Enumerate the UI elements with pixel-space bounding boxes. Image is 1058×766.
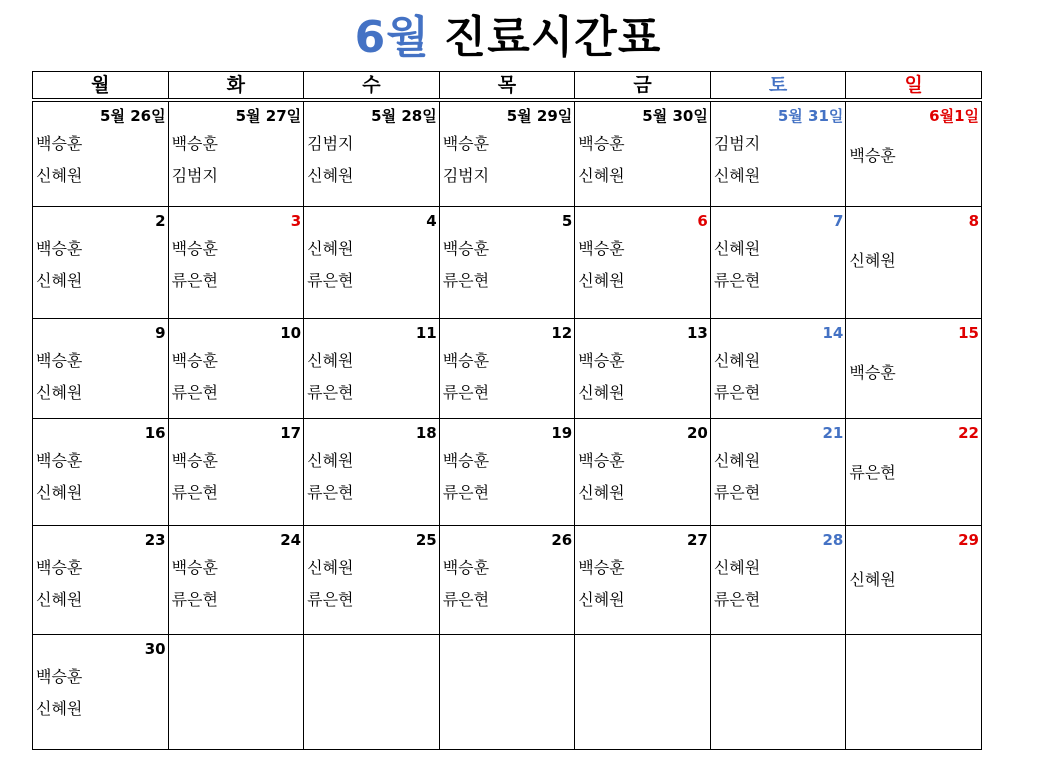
doctor-name: 신혜원 (36, 590, 83, 609)
doctor-name: 백승훈 (171, 558, 218, 577)
doctor-name: 신혜원 (578, 590, 625, 609)
doctor-name: 신혜원 (849, 570, 896, 589)
day-cell (168, 100, 304, 207)
weekday-thu: 목 (439, 72, 575, 101)
day-date: 28 (822, 531, 844, 549)
doctor-name: 백승훈 (578, 451, 625, 470)
doctor-name: 신혜원 (578, 483, 625, 502)
weekday-mon: 월 (33, 72, 169, 101)
day-date: 17 (280, 424, 302, 442)
day-date: 27 (686, 531, 708, 549)
day-cell (304, 319, 440, 419)
doctor-name: 백승훈 (442, 351, 490, 370)
doctor-name: 류은현 (442, 383, 490, 402)
day-cell (710, 100, 846, 207)
day-cell (575, 526, 711, 635)
doctor-name: 김범지 (713, 134, 761, 153)
doctor-name: 류은현 (849, 463, 896, 482)
day-cell (168, 635, 304, 750)
day-date: 5월 30일 (642, 107, 708, 125)
day-date: 13 (686, 324, 708, 342)
day-cell (575, 207, 711, 319)
day-cell (33, 419, 169, 526)
doctor-name: 백승훈 (578, 239, 625, 258)
day-cell (33, 319, 169, 419)
day-cell (304, 100, 440, 207)
doctor-name: 신혜원 (578, 166, 625, 185)
doctor-name: 신혜원 (307, 351, 354, 370)
day-cell (439, 207, 575, 319)
day-date: 18 (415, 424, 437, 442)
doctor-name: 류은현 (307, 271, 354, 290)
day-date: 25 (415, 531, 437, 549)
doctor-name: 신혜원 (849, 251, 896, 270)
doctor-name: 백승훈 (36, 134, 83, 153)
day-cell (575, 319, 711, 419)
doctor-name: 백승훈 (171, 239, 218, 258)
doctor-name: 류은현 (171, 590, 218, 609)
weekday-tue: 화 (168, 72, 304, 101)
weekday-sat: 토 (710, 72, 846, 101)
doctor-name: 류은현 (171, 383, 218, 402)
doctor-name: 류은현 (713, 383, 761, 402)
day-cell (846, 526, 982, 635)
doctor-name: 류은현 (442, 590, 490, 609)
day-date: 5월 31일 (777, 107, 844, 125)
doctor-name: 신혜원 (36, 383, 83, 402)
doctor-name: 백승훈 (578, 558, 625, 577)
doctor-name: 김범지 (307, 134, 354, 153)
page-title (0, 8, 1016, 68)
day-date (440, 635, 575, 659)
day-date: 4 (426, 212, 437, 230)
week-row (33, 100, 982, 207)
doctor-name: 백승훈 (36, 451, 83, 470)
doctor-name: 백승훈 (442, 558, 490, 577)
day-cell (710, 419, 846, 526)
week-row (33, 207, 982, 319)
doctor-name: 김범지 (442, 166, 490, 185)
week-row (33, 526, 982, 635)
day-cell (33, 635, 169, 750)
doctor-name: 신혜원 (36, 483, 83, 502)
doctor-name: 신혜원 (36, 699, 83, 718)
day-cell (304, 526, 440, 635)
weekday-wed: 수 (304, 72, 440, 101)
day-date: 5월 29일 (506, 107, 573, 125)
day-cell (304, 635, 440, 750)
doctor-name: 김범지 (171, 166, 218, 185)
doctor-name: 백승훈 (36, 667, 83, 686)
day-date: 9 (155, 324, 166, 342)
day-cell (846, 319, 982, 419)
day-cell (304, 207, 440, 319)
week-row (33, 635, 982, 750)
day-date: 3 (290, 212, 302, 230)
day-cell (439, 526, 575, 635)
day-date: 12 (551, 324, 573, 342)
day-date: 5월 26일 (100, 107, 166, 125)
doctor-name: 류은현 (307, 383, 354, 402)
doctor-name: 신혜원 (307, 166, 354, 185)
day-date: 5 (561, 212, 573, 230)
day-date: 8 (968, 212, 979, 230)
doctor-name: 신혜원 (713, 351, 761, 370)
doctor-name: 신혜원 (307, 451, 354, 470)
doctor-name: 신혜원 (307, 239, 354, 258)
day-cell (168, 207, 304, 319)
day-date: 30 (144, 640, 166, 658)
doctor-name: 신혜원 (713, 451, 761, 470)
day-cell (710, 207, 846, 319)
day-date: 7 (832, 212, 844, 230)
day-date (846, 635, 981, 659)
day-cell (710, 319, 846, 419)
day-cell (33, 526, 169, 635)
doctor-name: 백승훈 (442, 239, 490, 258)
day-cell (439, 635, 575, 750)
doctor-name: 백승훈 (36, 558, 83, 577)
day-date: 11 (415, 324, 437, 342)
day-cell (33, 100, 169, 207)
day-date: 16 (144, 424, 166, 442)
doctor-name: 류은현 (442, 271, 490, 290)
day-date (575, 635, 710, 659)
day-cell (575, 419, 711, 526)
doctor-name: 백승훈 (849, 363, 896, 382)
doctor-name: 백승훈 (578, 134, 625, 153)
day-cell (710, 635, 846, 750)
day-cell (710, 526, 846, 635)
day-date: 5월 27일 (235, 107, 302, 125)
day-cell (846, 419, 982, 526)
day-date: 5월 28일 (371, 107, 437, 125)
day-date: 19 (551, 424, 573, 442)
doctor-name: 백승훈 (442, 451, 490, 470)
doctor-name: 류은현 (713, 483, 761, 502)
schedule-calendar (32, 71, 982, 750)
day-date: 2 (155, 212, 166, 230)
day-date: 6 (697, 212, 708, 230)
weekday-sun: 일 (846, 72, 982, 101)
day-cell (575, 635, 711, 750)
day-cell (168, 319, 304, 419)
calendar-body (33, 100, 982, 750)
day-date: 21 (822, 424, 844, 442)
day-date (169, 635, 304, 659)
title-text: 진료시간표 (443, 12, 662, 63)
day-date: 23 (144, 531, 166, 549)
doctor-name: 류은현 (713, 590, 761, 609)
day-cell (439, 100, 575, 207)
doctor-name: 신혜원 (578, 383, 625, 402)
doctor-name: 백승훈 (171, 351, 218, 370)
day-cell (168, 419, 304, 526)
day-date: 20 (686, 424, 708, 442)
doctor-name: 백승훈 (849, 146, 896, 165)
doctor-name: 백승훈 (36, 351, 83, 370)
doctor-name: 신혜원 (713, 239, 761, 258)
doctor-name: 신혜원 (713, 166, 761, 185)
day-date: 24 (280, 531, 302, 549)
doctor-name: 신혜원 (578, 271, 625, 290)
title-month: 6월 (354, 12, 430, 63)
day-cell (33, 207, 169, 319)
day-cell (575, 100, 711, 207)
doctor-name: 신혜원 (713, 558, 761, 577)
day-date (304, 635, 439, 659)
day-date: 22 (958, 424, 979, 442)
doctor-name: 류은현 (713, 271, 761, 290)
day-date: 29 (958, 531, 979, 549)
week-row (33, 319, 982, 419)
doctor-name: 류은현 (171, 483, 218, 502)
day-date: 10 (280, 324, 302, 342)
day-cell (846, 635, 982, 750)
doctor-name: 류은현 (171, 271, 218, 290)
day-date (711, 635, 846, 659)
day-cell (304, 419, 440, 526)
doctor-name: 류은현 (307, 483, 354, 502)
doctor-name: 백승훈 (442, 134, 490, 153)
week-row (33, 419, 982, 526)
day-cell (439, 419, 575, 526)
doctor-name: 신혜원 (307, 558, 354, 577)
doctor-name: 신혜원 (36, 271, 83, 290)
day-date: 14 (822, 324, 844, 342)
day-date: 26 (551, 531, 573, 549)
doctor-name: 백승훈 (578, 351, 625, 370)
day-date: 6월1일 (929, 107, 979, 125)
doctor-name: 류은현 (442, 483, 490, 502)
weekday-fri: 금 (575, 72, 711, 101)
day-cell (168, 526, 304, 635)
doctor-name: 백승훈 (171, 451, 218, 470)
day-cell (846, 207, 982, 319)
day-cell (439, 319, 575, 419)
weekday-header-row (33, 72, 982, 101)
doctor-name: 신혜원 (36, 166, 83, 185)
doctor-name: 류은현 (307, 590, 354, 609)
day-date: 15 (958, 324, 979, 342)
day-cell (846, 100, 982, 207)
doctor-name: 백승훈 (36, 239, 83, 258)
doctor-name: 백승훈 (171, 134, 218, 153)
